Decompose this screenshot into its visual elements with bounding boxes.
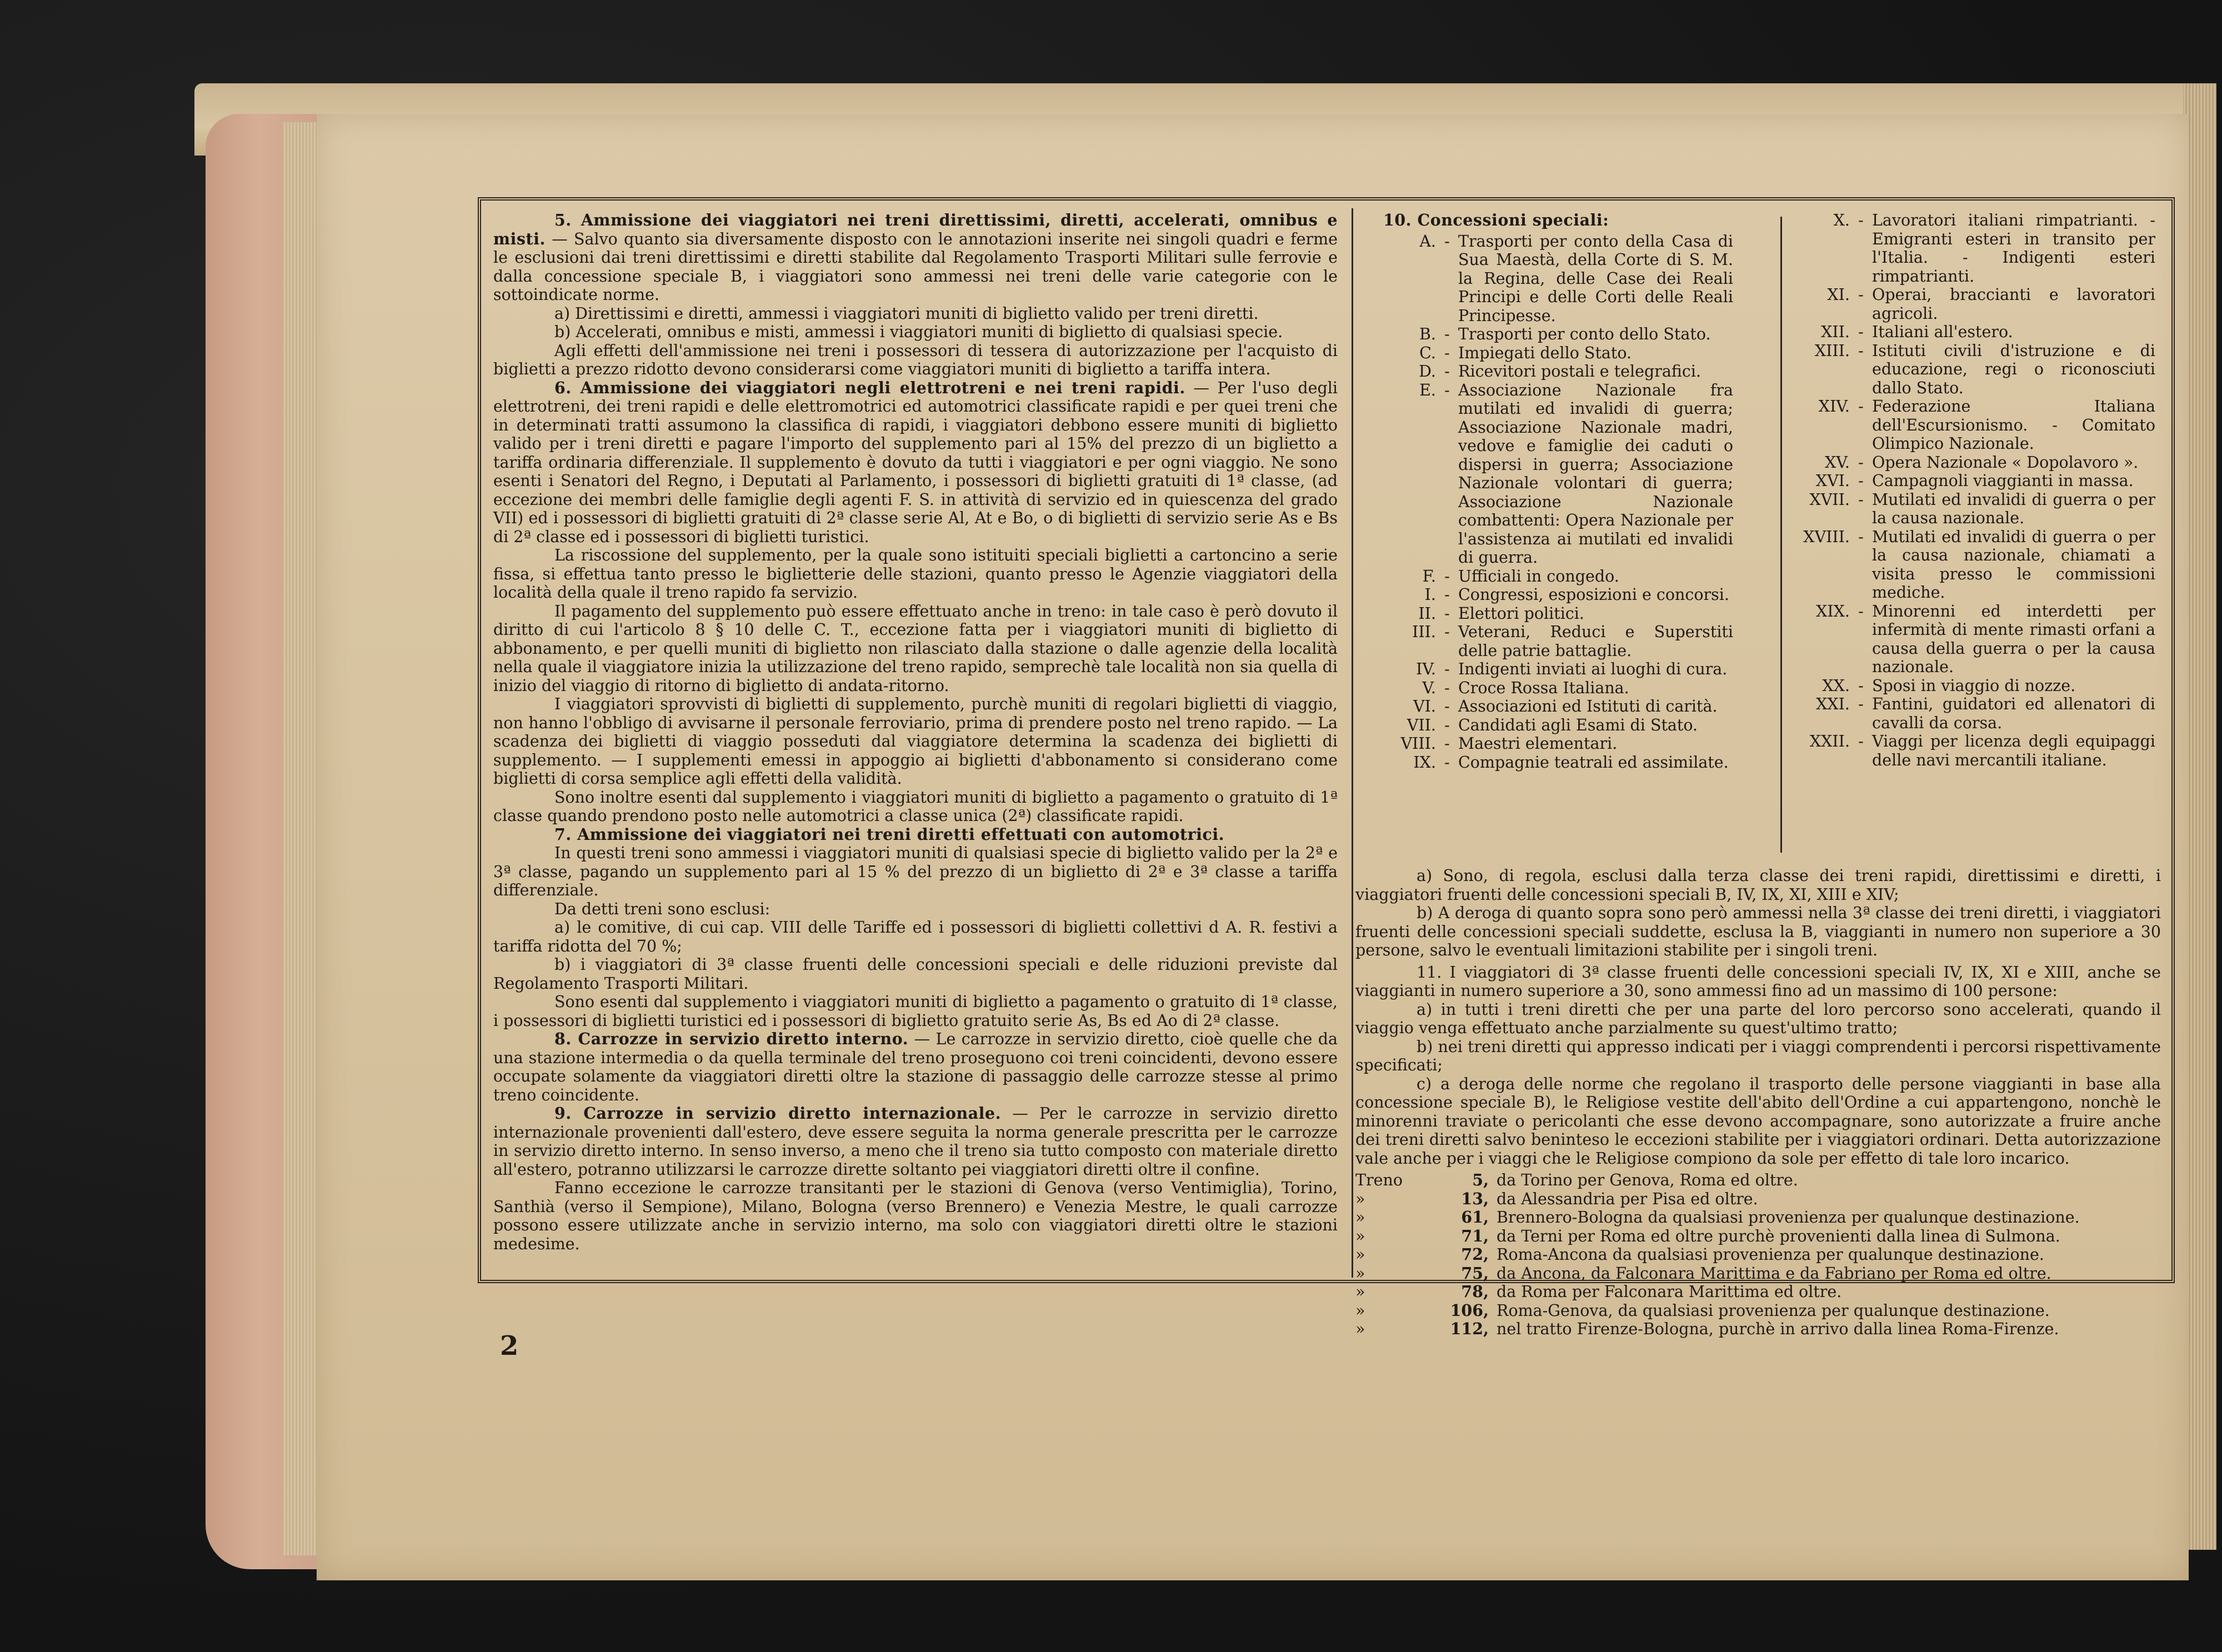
paragraph: — Per le carrozze in servizio diretto internazionale provenienti dall'estero, deve essere seguita la norma generale prescritta per le carrozze in servizio diretto interno. In senso inverso, a meno che il treno sia tutto composto con materiale diretto all'estero, potranno utilizzarsi le carrozze dirette soltanto pei viaggiatori diretti oltre il confine.	[493, 1104, 1338, 1179]
paragraph: c) a deroga delle norme che regolano il trasporto delle persone viaggianti in base alla concessione speciale B), le Religiose vestite dell'abito dell'Ordine a cui appartengono, nonchè le minorenni traviate o pericolanti che esse devono accompagnare, sono autorizzate a fruire anche dei treni diretti salvo beninteso le eccezioni stabilite per i viaggiatori ordinari. Detta autorizzazione vale anche per i viaggi che le Religiose compiono da sole per effetto di tale loro incarico.	[1355, 1074, 2161, 1168]
item-number: IX.	[1413, 753, 1436, 772]
section-8	[493, 1030, 1338, 1104]
section-title: 10. Concessioni speciali:	[1383, 211, 1609, 229]
paragraph: I viaggiatori sprovvisti di biglietti di supplemento, purchè muniti di regolari biglietti di viaggio, non hanno l'obbligo di avvisarne il personale ferroviario, prima di prendere posto nel treno rapido. — La scadenza dei biglietti di viaggio posseduti dal viaggiatore determina la scadenza dei biglietti di supplemento. — I supplementi emessi in appoggio ai biglietti d'abbonamento si considerano come biglietti di corsa semplice agli effetti della validità.	[493, 695, 1338, 788]
dash: -	[1858, 397, 1864, 415]
item-number: II.	[1418, 604, 1436, 623]
item-text: Croce Rossa Italiana.	[1458, 678, 1629, 697]
train-row	[1355, 1320, 2161, 1339]
train-number: 75,	[1461, 1263, 1489, 1283]
train-prefix: »	[1355, 1264, 1365, 1283]
item-text: Ufficiali in congedo.	[1458, 567, 1619, 585]
concession-item	[1766, 732, 2155, 769]
paragraph: Da detti treni sono esclusi:	[554, 899, 770, 918]
item-text: Maestri elementari.	[1458, 734, 1618, 753]
item-number: VIII.	[1400, 734, 1436, 753]
item-number: XVI.	[1815, 472, 1850, 490]
train-row	[1355, 1264, 2161, 1283]
train-route: da Ancona, da Falconara Marittima e da Fabriano per Roma ed oltre.	[1497, 1264, 2051, 1283]
item-text: Congressi, esposizioni e concorsi.	[1458, 585, 1729, 604]
concession-list	[1766, 211, 2155, 769]
paragraph: In questi treni sono ammessi i viaggiatori muniti di qualsiasi specie di biglietto valido per la 2ª e 3ª classe, pagando un supplemento pari al 15 % del prezzo di un biglietto di 2ª e 3ª classe a tariffa differenziale.	[493, 844, 1338, 899]
concession-item	[1766, 397, 2155, 453]
train-route: nel tratto Firenze-Bologna, purchè in arrivo dalla linea Roma-Firenze.	[1497, 1320, 2059, 1338]
page-number: 2	[500, 1330, 519, 1361]
train-number: 13,	[1461, 1189, 1489, 1208]
concession-item	[1378, 734, 1733, 753]
paragraph: — Salvo quanto sia diversamente disposto con le annotazioni inserite nei singoli quadri e ferme le esclusioni dai treni direttissimi e diretti stabilite dal Regolamento Trasporti Militari sulle ferrovie e dalla concessione speciale B, i viaggiatori sono ammessi nei treni delle varie categorie con le sottoindicate norme.	[493, 229, 1338, 304]
train-row	[1355, 1227, 2161, 1246]
item-text: Operai, braccianti e lavoratori agricoli.	[1872, 286, 2155, 323]
section-6	[493, 379, 1338, 547]
train-route: Brennero-Bologna da qualsiasi provenienza per qualunque destinazione.	[1497, 1208, 2080, 1227]
train-prefix: Treno	[1355, 1171, 1403, 1189]
item-number: F.	[1422, 567, 1436, 585]
section-title: 8. Carrozze in servizio diretto interno.	[554, 1029, 909, 1048]
item-text: Candidati agli Esami di Stato.	[1458, 715, 1698, 734]
dash: -	[1444, 660, 1450, 678]
item-number: XVII.	[1809, 490, 1850, 509]
page-stack-left	[283, 122, 317, 1555]
item-number: X.	[1833, 211, 1850, 229]
train-number: 78,	[1461, 1282, 1489, 1301]
train-prefix: »	[1355, 1320, 1365, 1338]
concession-item	[1766, 342, 2155, 398]
paragraph: 11. I viaggiatori di 3ª classe fruenti delle concessioni speciali IV, IX, XI e XIII, anche se viaggianti in numero superiore a 30, sono ammessi fino ad un massimo di 100 persone:	[1355, 963, 2161, 1000]
item-number: VI.	[1413, 697, 1436, 715]
dash: -	[1444, 753, 1450, 772]
train-number: 5,	[1472, 1170, 1489, 1189]
train-route: da Torino per Genova, Roma ed oltre.	[1497, 1171, 1798, 1189]
concession-item	[1766, 286, 2155, 323]
item-number: B.	[1419, 325, 1436, 343]
item-number: A.	[1419, 232, 1436, 251]
concession-list	[1378, 232, 1733, 772]
paragraph: a) Sono, di regola, esclusi dalla terza classe dei treni rapidi, direttissimi e diretti, i viaggiatori fruenti delle concessioni speciali B, IV, IX, XI, XIII e XIV;	[1355, 867, 2161, 904]
concession-item	[1378, 604, 1733, 623]
paragraph: a) in tutti i treni diretti che per una parte del loro percorso sono accelerati, quando il viaggio venga effettuato anche parzialmente su quest'ultimo tratto;	[1355, 1000, 2161, 1037]
item-text: Trasporti per conto dello Stato.	[1458, 325, 1711, 343]
item-number: XI.	[1827, 286, 1850, 304]
concession-item	[1378, 716, 1733, 735]
item-text: Veterani, Reduci e Superstiti delle patrie battaglie.	[1458, 623, 1733, 660]
concession-item	[1378, 232, 1733, 326]
item-number: XV.	[1825, 453, 1850, 472]
item-text: Ricevitori postali e telegrafici.	[1458, 362, 1701, 381]
paragraph: Il pagamento del supplemento può essere effettuato anche in treno: in tale caso è però dovuto il diritto di cui l'articolo 8 § 10 delle C. T., eccezione fatta per i viaggiatori muniti di biglietto di abbonamento, e per quelli muniti di biglietto non rilasciato dalla stazione o dalle agenzie della località nella quale il viaggiatore inizia la utilizzazione del treno rapido, semprechè tale località non sia quella di inizio del viaggio di ritorno di biglietto di andata-ritorno.	[493, 602, 1338, 695]
train-prefix: »	[1355, 1245, 1365, 1264]
right-column	[1766, 211, 2155, 769]
concession-item	[1378, 660, 1733, 679]
paragraph: b) nei treni diretti qui appresso indicati per i viaggi comprendenti i percorsi rispettivamente specificati;	[1355, 1037, 2161, 1074]
train-number: 71,	[1461, 1226, 1489, 1245]
paragraph: Fanno eccezione le carrozze transitanti per le stazioni di Genova (verso Ventimiglia), Torino, Santhià (verso il Sempione), Milano, Bologna (verso Brennero) e Venezia Mestre, le quali carrozze possono essere utilizzate anche in servizio interno, ma solo con viaggiatori diretti oltre le stazioni medesime.	[493, 1179, 1338, 1253]
bottom-column	[1355, 867, 2161, 1339]
item-number: C.	[1419, 343, 1436, 362]
item-number: XIII.	[1814, 341, 1850, 360]
item-text: Istituti civili d'istruzione e di educazione, regi o riconosciuti dallo Stato.	[1872, 341, 2155, 397]
dash: -	[1444, 381, 1450, 399]
item-text: Associazione Nazionale fra mutilati ed invalidi di guerra; Associazione Nazionale madri, vedove e famiglie dei caduti o dispersi in guerra; Associazione Nazionale volontari di guerra; Associazione Nazionale combattenti: Opera Nazionale per l'assistenza ai mutilati ed invalidi di guerra.	[1458, 381, 1733, 567]
concession-item	[1378, 585, 1733, 604]
dash: -	[1444, 585, 1450, 604]
dash: -	[1858, 527, 1864, 546]
item-text: Associazioni ed Istituti di carità.	[1458, 697, 1718, 715]
dash: -	[1858, 472, 1864, 490]
concession-item	[1378, 381, 1733, 567]
train-number: 106,	[1450, 1300, 1489, 1320]
item-text: Federazione Italiana dell'Escursionismo. - Comitato Olimpico Nazionale.	[1872, 397, 2155, 453]
column-divider	[1352, 208, 1353, 1278]
dash: -	[1858, 676, 1864, 695]
dash: -	[1858, 732, 1864, 750]
item-number: D.	[1419, 362, 1436, 381]
train-number: 72,	[1461, 1245, 1489, 1264]
concession-item	[1378, 325, 1733, 344]
item-text: Indigenti inviati ai luoghi di cura.	[1458, 660, 1728, 678]
train-row	[1355, 1208, 2161, 1227]
section-title: 5. Ammissione dei viaggiatori nei treni direttissimi, diretti, accelerati, omnibus e misti.	[493, 211, 1338, 248]
dash: -	[1858, 286, 1864, 304]
paragraph: La riscossione del supplemento, per la quale sono istituiti speciali biglietti a cartoncino a serie fissa, si effettua tanto presso le biglietterie delle stazioni, quanto presso le Agenzie viaggiatori della località della quale il treno rapido fa servizio.	[493, 546, 1338, 602]
item-text: Impiegati dello Stato.	[1458, 343, 1632, 362]
train-prefix: »	[1355, 1227, 1365, 1245]
train-prefix: »	[1355, 1283, 1365, 1301]
dash: -	[1444, 715, 1450, 734]
item-text: Elettori politici.	[1458, 604, 1584, 623]
item-number: IV.	[1416, 660, 1436, 678]
dash: -	[1858, 490, 1864, 509]
train-prefix: »	[1355, 1301, 1365, 1320]
section-9	[493, 1104, 1338, 1179]
concession-item	[1378, 753, 1733, 772]
item-text: Viaggi per licenza degli equipaggi delle navi mercantili italiane.	[1872, 732, 2155, 769]
train-row	[1355, 1245, 2161, 1264]
train-list	[1355, 1171, 2161, 1339]
section-title: 7. Ammissione dei viaggiatori nei treni diretti effettuati con automotrici.	[554, 824, 1225, 844]
item-number: XXII.	[1809, 732, 1850, 750]
dash: -	[1444, 678, 1450, 697]
item-number: XIV.	[1818, 397, 1850, 415]
paragraph: — Per l'uso degli elettrotreni, dei treni rapidi e delle elettromotrici ed automotrici classificate rapidi e per quei treni che in determinati tratti assumono la classifica di rapidi, i viaggiatori debbono essere muniti di biglietto valido per i treni diretti e pagare l'importo del supplemento pari al 15% del prezzo di un biglietto a tariffa ordinaria differenziale. Il supplemento è dovuto da tutti i viaggiatori e per ogni viaggio. Ne sono esenti i Senatori del Regno, i Deputati al Parlamento, i possessori di biglietti gratuiti di 1ª classe, (ad eccezione dei membri delle famiglie degli agenti F. S. in attività di servizio ed in quiescenza del grado VII) ed i possessori di biglietti gratuiti di 2ª classe serie Al, At e Bo, o di biglietti di servizio serie As e Bs di 2ª classe ed i possessori di biglietti turistici.	[493, 378, 1338, 546]
dash: -	[1858, 453, 1864, 472]
left-column	[493, 211, 1338, 1253]
dash: -	[1444, 232, 1450, 251]
concession-item	[1766, 677, 2155, 695]
item-number: XXI.	[1816, 695, 1850, 713]
train-route: Roma-Genova, da qualsiasi provenienza per qualunque destinazione.	[1497, 1301, 2050, 1320]
dash: -	[1444, 604, 1450, 623]
item-number: I.	[1424, 585, 1436, 604]
dash: -	[1858, 341, 1864, 360]
item-text: Lavoratori italiani rimpatrianti. - Emigranti esteri in transito per l'Italia. - Indigenti esteri rimpatrianti.	[1872, 211, 2155, 286]
concession-item	[1766, 528, 2155, 602]
train-route: da Roma per Falconara Marittima ed oltre.	[1497, 1283, 1842, 1301]
dash: -	[1858, 602, 1864, 620]
concession-item	[1766, 490, 2155, 528]
train-row	[1355, 1190, 2161, 1209]
section-5	[493, 211, 1338, 304]
item-text: Sposi in viaggio di nozze.	[1872, 676, 2076, 695]
train-row	[1355, 1283, 2161, 1301]
dash: -	[1858, 695, 1864, 713]
dash: -	[1858, 323, 1864, 341]
concession-item	[1378, 623, 1733, 660]
concession-item	[1378, 567, 1733, 586]
paragraph: Agli effetti dell'ammissione nei treni i possessori di tessera di autorizzazione per l'acquisto di biglietti a prezzo ridotto devono considerarsi come viaggiatori muniti di biglietto a tariffa intera.	[493, 341, 1338, 378]
dash: -	[1858, 211, 1864, 229]
dash: -	[1444, 734, 1450, 753]
item-text: Campagnoli viaggianti in massa.	[1872, 472, 2134, 490]
paragraph: — Le carrozze in servizio diretto, cioè quelle che da una stazione intermedia o da quella terminale del treno proseguono coi treni coincidenti, devono essere occupate solamente da viaggiatori diretti oltre la stazione di passaggio delle carrozze stesse al primo treno coincidente.	[493, 1030, 1338, 1104]
train-route: da Alessandria per Pisa ed oltre.	[1497, 1189, 1758, 1208]
paragraph: Sono inoltre esenti dal supplemento i viaggiatori muniti di biglietto a pagamento o gratuito di 1ª classe quando prendono posto nelle automotrici a classe unica (2ª) classificate rapidi.	[493, 788, 1338, 825]
concession-item	[1766, 695, 2155, 732]
paragraph: a) Direttissimi e diretti, ammessi i viaggiatori muniti di biglietto valido per treni diretti.	[554, 304, 1259, 323]
concession-item	[1766, 602, 2155, 677]
concession-item	[1378, 362, 1733, 381]
dash: -	[1444, 362, 1450, 381]
item-number: XVIII.	[1803, 527, 1850, 546]
item-number: XX.	[1822, 676, 1850, 695]
item-text: Minorenni ed interdetti per infermità di mente rimasti orfani a causa della guerra o per la causa nazionale.	[1872, 602, 2155, 676]
concession-item	[1378, 344, 1733, 363]
concession-item	[1766, 211, 2155, 286]
dash: -	[1444, 567, 1450, 585]
train-route: Roma-Ancona da qualsiasi provenienza per qualunque destinazione.	[1497, 1245, 2044, 1264]
item-text: Mutilati ed invalidi di guerra o per la causa nazionale, chiamati a visita presso le commissioni mediche.	[1872, 527, 2155, 602]
paragraph: b) Accelerati, omnibus e misti, ammessi i viaggiatori muniti di biglietto di qualsiasi specie.	[554, 323, 1283, 341]
train-prefix: »	[1355, 1189, 1365, 1208]
paragraph: b) i viaggiatori di 3ª classe fruenti delle concessioni speciali e delle riduzioni previste dal Regolamento Trasporti Militari.	[493, 955, 1338, 993]
item-number: III.	[1412, 623, 1436, 641]
middle-column	[1378, 211, 1733, 772]
item-number: XIX.	[1816, 602, 1850, 620]
concession-item	[1766, 323, 2155, 342]
concession-item	[1766, 472, 2155, 490]
item-text: Opera Nazionale « Dopolavoro ».	[1872, 453, 2139, 472]
train-row	[1355, 1171, 2161, 1190]
dash: -	[1444, 623, 1450, 641]
concession-item	[1378, 697, 1733, 716]
dash: -	[1444, 343, 1450, 362]
train-number: 112,	[1450, 1319, 1489, 1338]
item-number: XII.	[1821, 323, 1850, 341]
dash: -	[1444, 697, 1450, 715]
item-text: Compagnie teatrali ed assimilate.	[1458, 753, 1729, 772]
paragraph: Sono esenti dal supplemento i viaggiatori muniti di biglietto a pagamento o gratuito di 1ª classe, i possessori di biglietti turistici ed i possessori di biglietto gratuito serie As, Bs ed Ao di 2ª classe.	[493, 993, 1338, 1030]
item-number: E.	[1419, 381, 1436, 399]
section-title: 9. Carrozze in servizio diretto internazionale.	[554, 1104, 1002, 1123]
train-prefix: »	[1355, 1208, 1365, 1227]
item-text: Mutilati ed invalidi di guerra o per la causa nazionale.	[1872, 490, 2155, 527]
paragraph: a) le comitive, di cui cap. VIII delle Tariffe ed i possessori di biglietti collettivi d A. R. festivi a tariffa ridotta del 70 %;	[493, 918, 1338, 955]
paragraph: b) A deroga di quanto sopra sono però ammessi nella 3ª classe dei treni diretti, i viaggiatori fruenti delle concessioni speciali suddette, esclusa la B, viaggianti in numero non superiore a 30 persone, salvo le eventuali limitazioni stabilite per i singoli treni.	[1355, 904, 2161, 959]
section-title: 6. Ammissione dei viaggiatori negli elettrotreni e nei treni rapidi.	[554, 378, 1185, 397]
train-row	[1355, 1301, 2161, 1320]
item-text: Trasporti per conto della Casa di Sua Maestà, della Corte di S. M. la Regina, delle Case dei Reali Principi e delle Corti delle Reali Principesse.	[1458, 232, 1733, 325]
item-number: V.	[1422, 678, 1436, 697]
item-text: Italiani all'estero.	[1872, 323, 2013, 341]
train-route: da Terni per Roma ed oltre purchè provenienti dalla linea di Sulmona.	[1497, 1227, 2060, 1245]
train-number: 61,	[1461, 1208, 1489, 1227]
dash: -	[1444, 325, 1450, 343]
concession-item	[1378, 679, 1733, 698]
item-number: VII.	[1407, 715, 1436, 734]
item-text: Fantini, guidatori ed allenatori di cavalli da corsa.	[1872, 695, 2155, 732]
concession-item	[1766, 453, 2155, 472]
